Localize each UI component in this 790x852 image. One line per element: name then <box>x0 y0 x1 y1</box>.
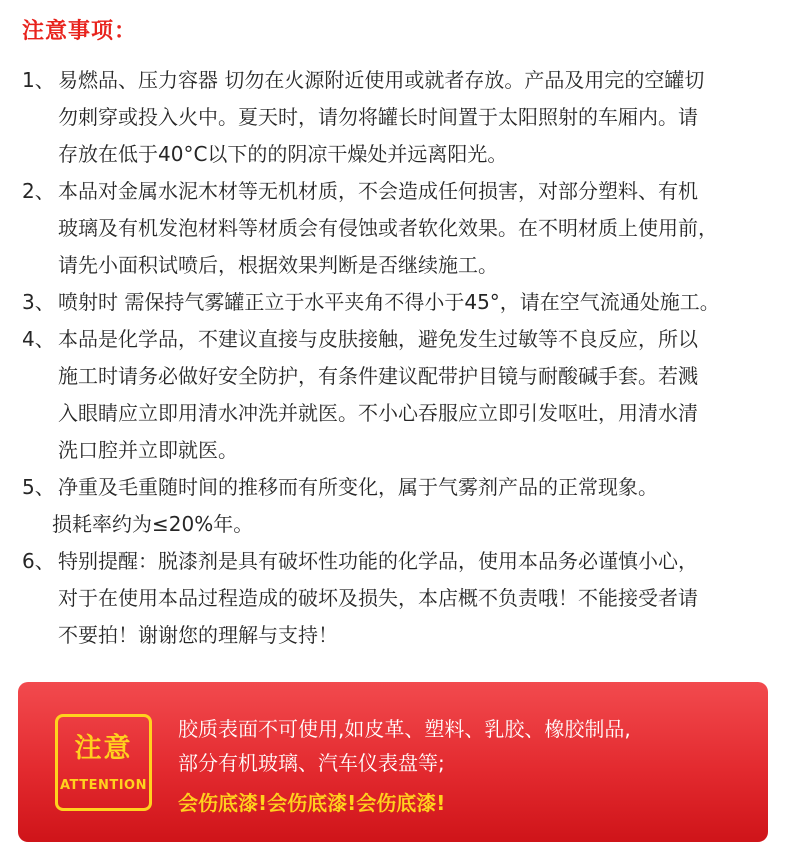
note-4 <box>0 321 790 469</box>
note-6 <box>0 543 790 654</box>
attention-line-1: 胶质表面不可使用,如皮革、塑料、乳胶、橡胶制品, <box>178 717 631 741</box>
note-number: 4、 <box>22 327 55 351</box>
note-5 <box>0 469 790 543</box>
note-text: 存放在低于40°C以下的的阴凉干燥处并远离阳光。 <box>58 142 508 166</box>
attention-badge-subtitle: ATTENTION <box>60 778 147 793</box>
note-number: 3、 <box>22 290 55 314</box>
note-text: 喷射时 需保持气雾罐正立于水平夹角不得小于45°，请在空气流通处施工。 <box>58 290 720 314</box>
note-number: 6、 <box>22 549 55 573</box>
attention-badge <box>55 714 152 811</box>
note-number: 1、 <box>22 68 55 92</box>
note-text: 洗口腔并立即就医。 <box>58 438 238 462</box>
note-text: 不要拍！谢谢您的理解与支持！ <box>58 623 338 647</box>
note-number: 5、 <box>22 475 55 499</box>
note-text: 入眼睛应立即用清水冲洗并就医。不小心吞服应立即引发呕吐，用清水清 <box>58 401 698 425</box>
note-number: 2、 <box>22 179 55 203</box>
note-text: 对于在使用本品过程造成的破坏及损失，本店概不负责哦！不能接受者请 <box>58 586 698 610</box>
attention-line-2: 部分有机玻璃、汽车仪表盘等; <box>178 751 445 775</box>
note-2 <box>0 173 790 284</box>
note-text: 本品是化学品，不建议直接与皮肤接触，避免发生过敏等不良反应，所以 <box>58 327 698 351</box>
note-text: 损耗率约为≤20%年。 <box>52 512 254 536</box>
note-3 <box>0 284 790 321</box>
note-text: 施工时请务必做好安全防护，有条件建议配带护目镜与耐酸碱手套。若溅 <box>58 364 698 388</box>
note-text: 易燃品、压力容器 切勿在火源附近使用或就者存放。产品及用完的空罐切 <box>58 68 705 92</box>
note-1 <box>0 62 790 173</box>
note-text: 净重及毛重随时间的推移而有所变化，属于气雾剂产品的正常现象。 <box>58 475 658 499</box>
notes-list <box>0 62 790 654</box>
note-text: 请先小面积试喷后，根据效果判断是否继续施工。 <box>58 253 498 277</box>
attention-text <box>178 712 631 822</box>
attention-warning: 会伤底漆!会伤底漆!会伤底漆! <box>178 791 446 815</box>
page-title: 注意事项： <box>22 19 138 44</box>
note-text: 本品对金属水泥木材等无机材质，不会造成任何损害，对部分塑料、有机 <box>58 179 698 203</box>
note-text: 特别提醒：脱漆剂是具有破坏性功能的化学品，使用本品务必谨慎小心， <box>58 549 698 573</box>
attention-banner <box>18 682 768 842</box>
attention-badge-title: 注意 <box>74 733 133 764</box>
note-text: 勿刺穿或投入火中。夏天时，请勿将罐长时间置于太阳照射的车厢内。请 <box>58 105 698 129</box>
note-text: 玻璃及有机发泡材料等材质会有侵蚀或者软化效果。在不明材质上使用前， <box>58 216 718 240</box>
